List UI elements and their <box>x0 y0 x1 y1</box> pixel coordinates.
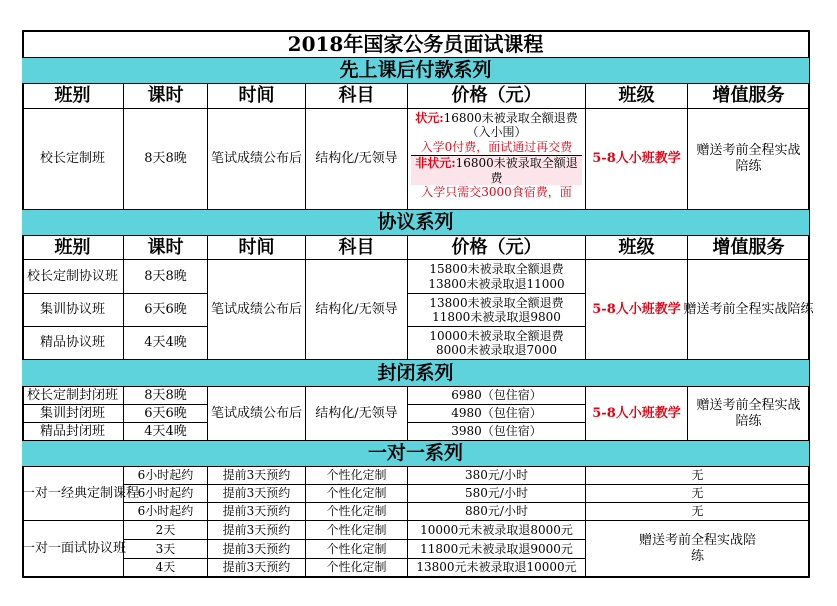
principal-custom-class-name: 校长定制班 <box>22 109 124 210</box>
closed-time: 笔试成绩公布后 <box>208 387 306 441</box>
header-subject: 科目 <box>306 236 408 260</box>
champion-price-line <box>411 111 582 140</box>
header-class-type: 班别 <box>22 84 124 109</box>
non-champion-label: 非状元: <box>415 156 456 171</box>
header-class-size: 班级 <box>586 236 688 260</box>
one-on-one-agreement-name: 一对一面试协议班 <box>22 521 124 577</box>
section-header-one-on-one: 一对一系列 <box>22 441 810 467</box>
principal-custom-class-time: 笔试成绩公布后 <box>208 109 306 210</box>
classic-row-time: 提前3天预约 <box>208 485 306 503</box>
agreement-1v1-row-subject: 个性化定制 <box>306 521 408 540</box>
non-champion-note: 入学只需交3000食宿费，面 <box>421 184 572 199</box>
classic-row-service: 无 <box>586 467 810 485</box>
closed-row-name: 集训封闭班 <box>22 405 124 423</box>
header-price: 价格（元） <box>408 84 586 109</box>
agreement-price-full-refund: 15800未被录取全额退费 <box>429 262 564 277</box>
header-class-size: 班级 <box>586 84 688 109</box>
closed-service: 赠送考前全程实战陪练 <box>688 387 810 441</box>
agreement-1v1-row-price: 13800元未被录取退10000元 <box>408 559 586 577</box>
principal-custom-class-hours: 8天8晚 <box>124 109 208 210</box>
agreement-time: 笔试成绩公布后 <box>208 260 306 360</box>
closed-row-price: 3980（包住宿） <box>408 423 586 441</box>
closed-row-hours: 6天6晚 <box>124 405 208 423</box>
principal-custom-class-subject: 结构化/无领导 <box>306 109 408 210</box>
header-service: 增值服务 <box>688 84 810 109</box>
principal-custom-class-service: 赠送考前全程实战陪练 <box>688 109 810 210</box>
agreement-1v1-row-price: 11800元未被录取退9000元 <box>408 540 586 559</box>
header-hours: 课时 <box>124 84 208 109</box>
section-header-closed: 封闭系列 <box>22 360 810 387</box>
principal-custom-class-price <box>408 109 586 210</box>
closed-subject: 结构化/无领导 <box>306 387 408 441</box>
table-title: 2018年国家公务员面试课程 <box>22 30 810 58</box>
agreement-1v1-row-price: 10000元未被录取退8000元 <box>408 521 586 540</box>
header-price: 价格（元） <box>408 236 586 260</box>
champion-note: 入学0付费，面试通过再交费 <box>411 140 582 156</box>
classic-row-price: 380元/小时 <box>408 467 586 485</box>
header-service: 增值服务 <box>688 236 810 260</box>
agreement-1v1-service: 赠送考前全程实战陪练 <box>586 521 810 577</box>
agreement-price-full-refund: 13800未被录取全额退费 <box>429 295 564 310</box>
agreement-1v1-row-time: 提前3天预约 <box>208 559 306 577</box>
agreement-row-hours: 4天4晚 <box>124 327 208 360</box>
agreement-class-size: 5-8人小班教学 <box>586 260 688 360</box>
classic-row-price: 580元/小时 <box>408 485 586 503</box>
classic-row-price: 880元/小时 <box>408 503 586 521</box>
agreement-row-hours: 8天8晚 <box>124 260 208 294</box>
closed-row-price: 6980（包住宿） <box>408 387 586 405</box>
closed-class-size: 5-8人小班教学 <box>586 387 688 441</box>
closed-row-name: 精品封闭班 <box>22 423 124 441</box>
agreement-1v1-row-subject: 个性化定制 <box>306 540 408 559</box>
header-class-type: 班别 <box>22 236 124 260</box>
agreement-subject: 结构化/无领导 <box>306 260 408 360</box>
agreement-1v1-row-subject: 个性化定制 <box>306 559 408 577</box>
classic-row-service: 无 <box>586 503 810 521</box>
classic-row-service: 无 <box>586 485 810 503</box>
agreement-price-partial-refund: 11800未被录取退9800 <box>432 310 561 324</box>
classic-row-time: 提前3天预约 <box>208 503 306 521</box>
section-header-agreement: 协议系列 <box>22 210 810 236</box>
agreement-row-name: 精品协议班 <box>22 327 124 360</box>
classic-row-time: 提前3天预约 <box>208 467 306 485</box>
one-on-one-classic-name: 一对一经典定制课程 <box>22 467 124 521</box>
champion-price-text: 16800未被录取全额退费（入小围） <box>443 111 578 140</box>
closed-row-name: 校长定制封闭班 <box>22 387 124 405</box>
classic-row-subject: 个性化定制 <box>306 503 408 521</box>
closed-row-hours: 8天8晚 <box>124 387 208 405</box>
header-time: 时间 <box>208 236 306 260</box>
agreement-1v1-row-time: 提前3天预约 <box>208 540 306 559</box>
non-champion-price-line <box>411 156 582 185</box>
agreement-row-price <box>408 327 586 360</box>
agreement-row-price <box>408 294 586 327</box>
header-time: 时间 <box>208 84 306 109</box>
agreement-1v1-row-hours: 4天 <box>124 559 208 577</box>
agreement-1v1-row-hours: 2天 <box>124 521 208 540</box>
agreement-row-hours: 6天6晚 <box>124 294 208 327</box>
agreement-1v1-row-time: 提前3天预约 <box>208 521 306 540</box>
agreement-1v1-row-hours: 3天 <box>124 540 208 559</box>
classic-row-hours: 6小时起约 <box>124 503 208 521</box>
header-subject: 科目 <box>306 84 408 109</box>
agreement-service: 赠送考前全程实战陪练 <box>688 260 810 360</box>
classic-row-hours: 6小时起约 <box>124 485 208 503</box>
classic-row-subject: 个性化定制 <box>306 485 408 503</box>
agreement-row-price <box>408 260 586 294</box>
agreement-row-name: 校长定制协议班 <box>22 260 124 294</box>
principal-custom-class-size: 5-8人小班教学 <box>586 109 688 210</box>
agreement-price-partial-refund: 13800未被录取退11000 <box>428 276 565 291</box>
agreement-price-full-refund: 10000未被录取全额退费 <box>429 328 564 343</box>
agreement-row-name: 集训协议班 <box>22 294 124 327</box>
closed-row-hours: 4天4晚 <box>124 423 208 441</box>
classic-row-hours: 6小时起约 <box>124 467 208 485</box>
non-champion-price-text: 16800未被录取全额退费 <box>455 156 578 185</box>
closed-row-price: 4980（包住宿） <box>408 405 586 423</box>
header-hours: 课时 <box>124 236 208 260</box>
agreement-price-partial-refund: 8000未被录取退7000 <box>435 343 558 357</box>
classic-row-subject: 个性化定制 <box>306 467 408 485</box>
section-header-pay-after-class: 先上课后付款系列 <box>22 58 810 84</box>
champion-label: 状元: <box>415 111 444 125</box>
